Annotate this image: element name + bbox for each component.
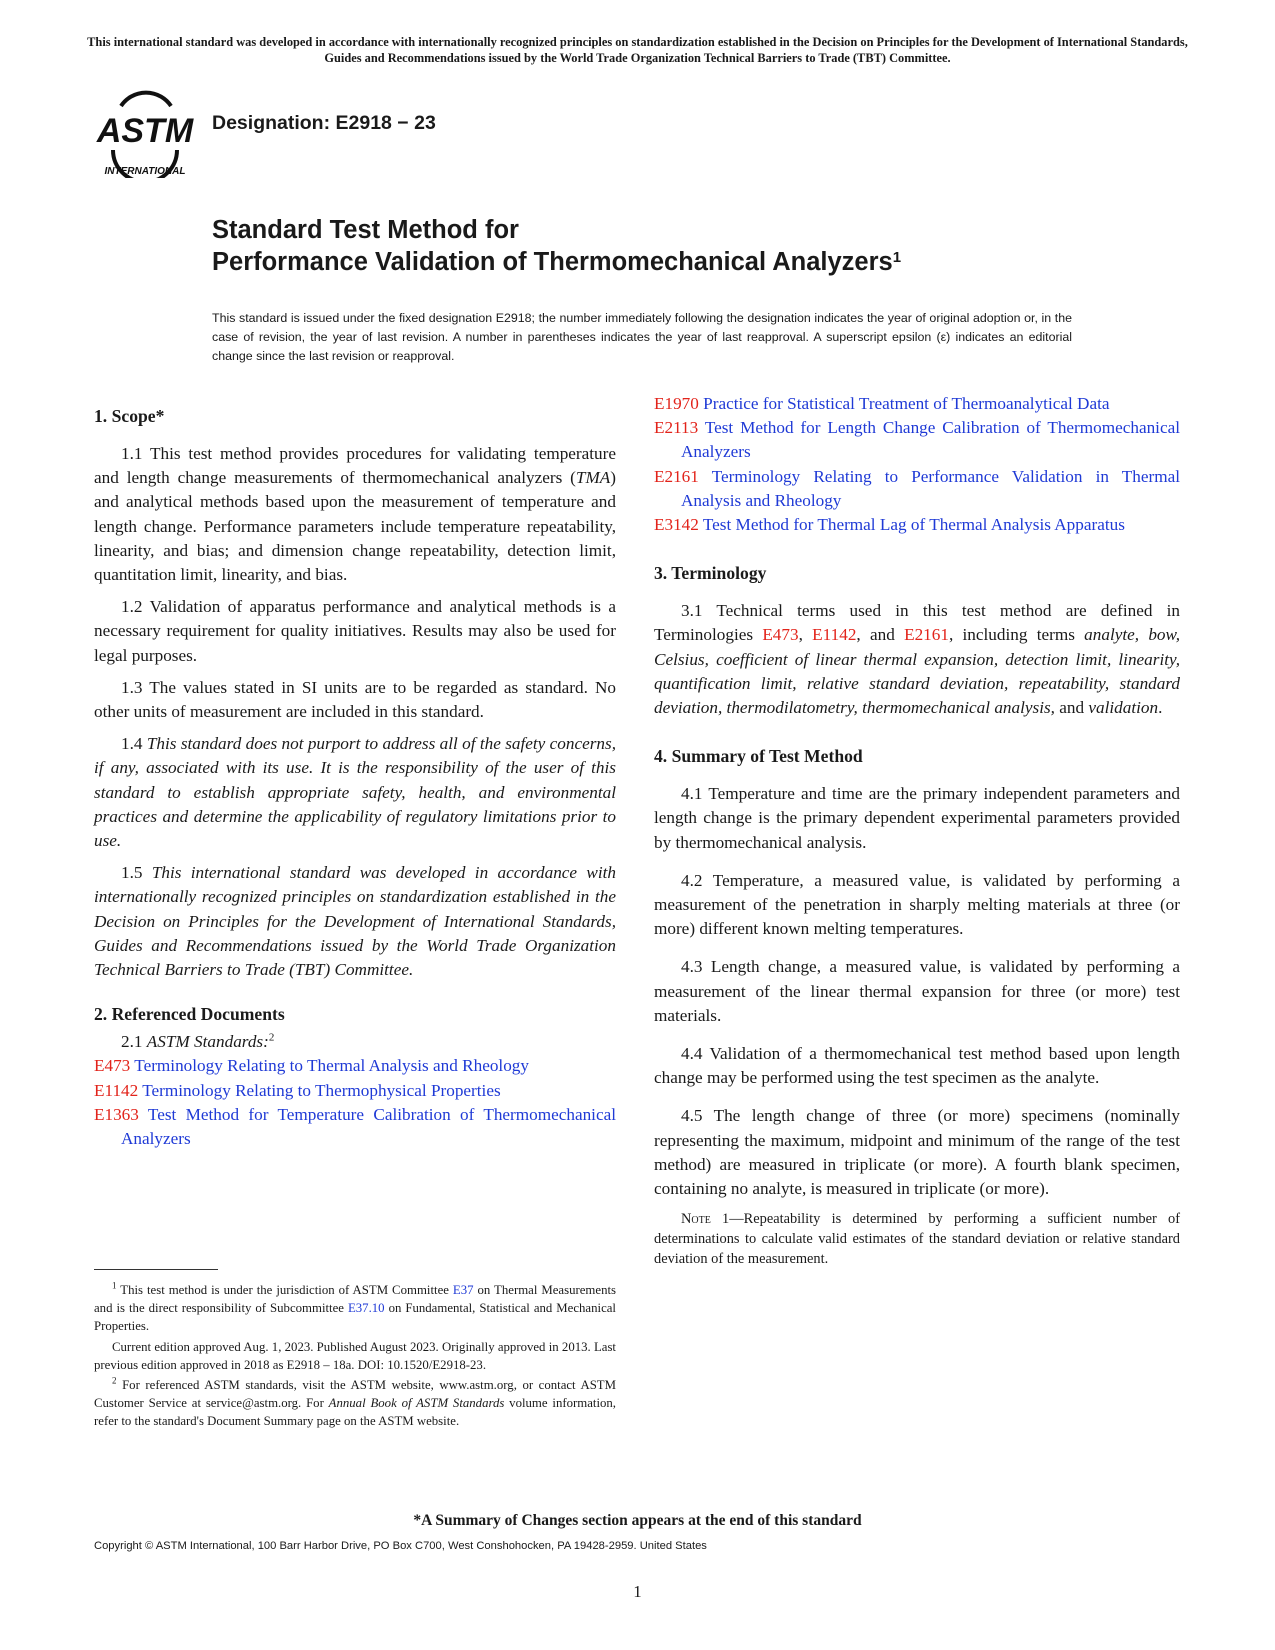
- logo-subtext: INTERNATIONAL: [104, 166, 186, 177]
- reference-item[interactable]: E1142 Terminology Relating to Thermophysical Properties: [94, 1080, 501, 1100]
- paragraph-1-4: 1.4 This standard does not purport to address all of the safety concerns, if any, associated with its use. It is the responsibility of the user of this standard to establish appropriate safety, health, and environmental practices and determine the applicability of regulatory limitations prior to use.: [94, 734, 616, 851]
- committee-link[interactable]: E37: [452, 1283, 474, 1297]
- astm-standards-label: 2.1 ASTM Standards:$^2$: [121, 1031, 275, 1052]
- note-1: Note 1—Repeatability is determined by performing a sufficient number of determinations to calculate valid estimates of the standard deviation or relative standard deviation of the measurement.: [654, 1211, 1180, 1268]
- footnote-1: $^1$ This test method is under the jurisdiction of ASTM Committee E37 on Thermal Measurements and is the direct responsibility of Subcommittee E37.10 on Fundamental, Statistical and Mechanical Properties.: [94, 1280, 616, 1334]
- paragraph-4-3: 4.3 Length change, a measured value, is validated by performing a measurement of the linear thermal expansion for three (or more) test materials.: [654, 957, 1180, 1025]
- logo-text: ASTM: [96, 112, 194, 150]
- paragraph-4-1: 4.1 Temperature and time are the primary independent parameters and length change is the primary dependent experimental parameters provided by thermomechanical analysis.: [654, 784, 1180, 852]
- paragraph-4-4: 4.4 Validation of a thermomechanical test method based upon length change may be performed using the test specimen as the analyte.: [654, 1044, 1180, 1088]
- section-heading-terminology: 3. Terminology: [654, 563, 767, 584]
- subcommittee-link[interactable]: E37.10: [347, 1301, 385, 1316]
- title-footnote-mark: 1: [892, 249, 902, 266]
- right-column: [654, 394, 1180, 1269]
- reference-item[interactable]: E3142 Test Method for Thermal Lag of Thermal Analysis Apparatus: [654, 515, 1125, 535]
- footnote-divider: [94, 1269, 218, 1270]
- paragraph-1-5: 1.5 This international standard was developed in accordance with internationally recognized principles on standardization established in the Decision on Principles for the Development of International Standards, Guides and Recommendations issued by the World Trade Organization Technical Barriers to Trade (TBT) Committee.: [94, 863, 616, 980]
- reference-item[interactable]: E473 Terminology Relating to Thermal Analysis and Rheology: [94, 1056, 529, 1076]
- section-heading-scope: 1. Scope*: [94, 406, 165, 426]
- section-heading-referenced-documents: 2. Referenced Documents: [94, 1004, 285, 1025]
- paragraph-1-2: 1.2 Validation of apparatus performance and analytical methods is a necessary requirement for quality initiatives. Results may also be used for legal purposes.: [94, 597, 616, 665]
- astm-logo: [93, 88, 197, 178]
- footnotes: [94, 1281, 616, 1433]
- paragraph-4-2: 4.2 Temperature, a measured value, is validated by performing a measurement of the penetration in sharply melting materials at three (or more) different known melting temperatures.: [654, 870, 1180, 939]
- terminology-ref-e473[interactable]: E473: [762, 625, 799, 645]
- left-column: [94, 404, 616, 1151]
- footnote-2: $^2$ For referenced ASTM standards, visit the ASTM website, www.astm.org, or contact ASTM Customer Service at service@astm.org. For Annual Book of ASTM Standards volume information, refer to the standard's Document Summary page on the ASTM website.: [94, 1375, 617, 1429]
- paragraph-3-1: 3.1 Technical terms used in this test method are defined in Terminologies E473, E1142, and E2161, including terms analyte, bow, Celsius, coefficient of linear thermal expansion, detection limit, linearity, quantification limit, relative standard deviation, repeatability, standard deviation, thermodilatometry, thermomechanical analysis, and validation.: [654, 601, 1180, 718]
- summary-of-changes-note: *A Summary of Changes section appears at the end of this standard: [413, 1512, 862, 1529]
- paragraph-1-1: 1.1 This test method provides procedures for validating temperature and length change measurements of thermomechanical analyzers (TMA) and analytical methods based upon the measurement of temperature and length change. Performance parameters include temperature repeatability, linearity, and bias; and dimension change repeatability, detection limit, quantitation limit, linearity, and bias.: [94, 444, 616, 585]
- paragraph-4-5: 4.5 The length change of three (or more) specimens (nominally representing the maximum, midpoint and minimum of the range of the test method) are measured in triplicate (or more). A fourth blank specimen, containing no analyte, is measured in triplicate (or more).: [654, 1106, 1180, 1199]
- terminology-ref-e2161[interactable]: E2161: [904, 625, 949, 645]
- reference-item[interactable]: E1363 Test Method for Temperature Calibration of Thermomechanical Analyzers: [94, 1104, 616, 1149]
- designation: Designation: E2918 − 23: [212, 112, 436, 134]
- page-number: 1: [633, 1582, 642, 1601]
- document-title: [212, 214, 901, 278]
- footnote-1-edition: Current edition approved Aug. 1, 2023. Published August 2023. Originally approved in 2013. Last previous edition approved in 2018 as E2918 – 18a. DOI: 10.1520/E2918-23.: [94, 1339, 616, 1372]
- title-line-1: Standard Test Method for: [212, 216, 519, 244]
- reference-item[interactable]: E2161 Terminology Relating to Performance Validation in Thermal Analysis and Rheology: [654, 466, 1180, 510]
- issued-note: This standard is issued under the fixed designation E2918; the number immediately following the designation indicates the year of original adoption or, in the case of revision, the year of last revision. A number in parentheses indicates the year of last reapproval. A superscript epsilon (ε) indicates an editorial change since the last revision or reapproval.: [212, 311, 1072, 363]
- paragraph-1-3: 1.3 The values stated in SI units are to be regarded as standard. No other units of measurement are included in this standard.: [94, 677, 616, 722]
- terminology-ref-e1142[interactable]: E1142: [812, 625, 857, 645]
- section-heading-summary: 4. Summary of Test Method: [654, 746, 863, 767]
- standards-notice: This international standard was developed in accordance with internationally recognized principles on standardization established in the Decision on Principles for the Development of International Standards, Guides and Recommendations issued by the World Trade Organization Technical Barriers to Trade (TBT) Committee.: [87, 35, 1188, 65]
- reference-item[interactable]: E2113 Test Method for Length Change Calibration of Thermomechanical Analyzers: [654, 418, 1180, 462]
- reference-item[interactable]: E1970 Practice for Statistical Treatment of Thermoanalytical Data: [654, 394, 1110, 413]
- title-line-2: Performance Validation of Thermomechanical Analyzers$^1$: [212, 248, 902, 276]
- copyright: Copyright © ASTM International, 100 Barr Harbor Drive, PO Box C700, West Conshohocken, PA 19428-2959. United States: [94, 1540, 707, 1552]
